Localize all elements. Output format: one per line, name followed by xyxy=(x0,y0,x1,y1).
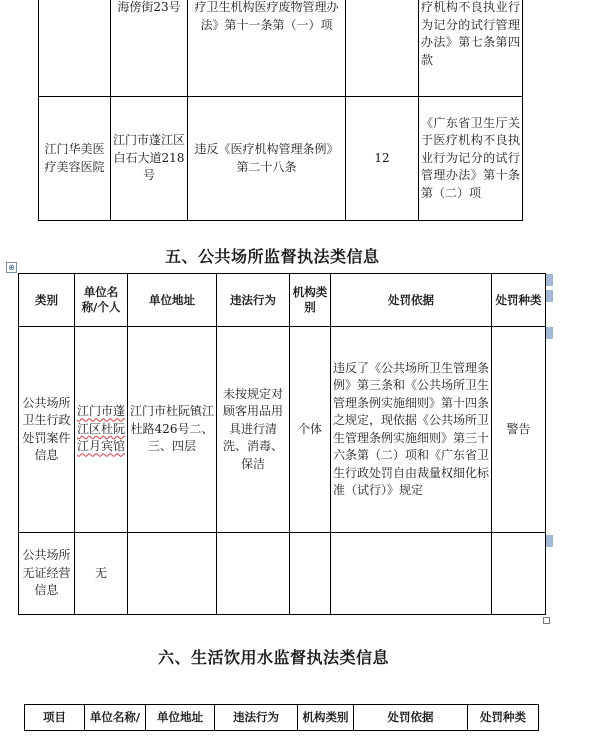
table-header-row xyxy=(19,274,546,327)
table-row xyxy=(19,327,546,533)
header-unit-address: 单位地址 xyxy=(128,274,217,327)
header-penalty-basis: 处罚依据 xyxy=(354,705,468,731)
unit-address-cell: 海傍街23号 xyxy=(111,0,188,97)
unit-name-cell: 江门市蓬江区杜阮江月宾馆 xyxy=(75,327,128,533)
penalty-type-cell xyxy=(492,533,546,615)
header-unit-address: 单位地址 xyxy=(146,705,215,731)
violation-cell: 违反《医疗机构管理条例》第二十八条 xyxy=(188,97,346,221)
section5-title: 五、公共场所监督执法类信息 xyxy=(165,247,380,266)
row-end-marker xyxy=(546,290,553,302)
header-violation: 违法行为 xyxy=(217,274,290,327)
header-penalty-type: 处罚种类 xyxy=(468,705,539,731)
penalty-basis-cell xyxy=(331,533,492,615)
header-unit-name: 单位名称/个人 xyxy=(75,274,128,327)
medical-penalty-table xyxy=(38,0,523,221)
category-cell: 公共场所无证经营信息 xyxy=(19,533,75,615)
score-cell xyxy=(346,0,419,97)
public-places-table xyxy=(18,273,546,615)
org-type-cell xyxy=(290,533,331,615)
table-row xyxy=(39,0,523,97)
header-penalty-type: 处罚种类 xyxy=(492,274,546,327)
violation-cell: 疗卫生机构医疗废物管理办法》第十一条第（一）项 xyxy=(188,0,346,97)
violation-cell: 未按规定对顾客用品用具进行清洗、消毒、保洁 xyxy=(217,327,290,533)
score-cell: 12 xyxy=(346,97,419,221)
table-row xyxy=(19,533,546,615)
penalty-basis-cell: 《广东省卫生厅关于医疗机构不良执业行为记分的试行管理办法》第十条第（二）项 xyxy=(419,97,523,221)
penalty-basis-cell: 疗机构不良执业行为记分的试行管理办法》第七条第四款 xyxy=(419,0,523,97)
table-move-handle-icon[interactable]: ⊕ xyxy=(6,262,17,273)
header-unit-name: 单位名称/ xyxy=(85,705,146,731)
table-header-row xyxy=(25,705,539,731)
row-end-marker xyxy=(546,535,553,547)
violation-cell xyxy=(217,533,290,615)
table-resize-handle[interactable] xyxy=(543,617,550,624)
unit-name-cell: 江门华美医疗美容医院 xyxy=(39,97,111,221)
unit-name-cell: 无 xyxy=(75,533,128,615)
header-violation: 违法行为 xyxy=(215,705,298,731)
header-item: 项目 xyxy=(25,705,85,731)
unit-address-cell: 江门市杜阮镇江杜路426号二、三、四层 xyxy=(128,327,217,533)
header-category: 类别 xyxy=(19,274,75,327)
table-row xyxy=(39,97,523,221)
drinking-water-table xyxy=(24,704,539,731)
section6-title: 六、生活饮用水监督执法类信息 xyxy=(158,648,390,667)
category-cell: 公共场所卫生行政处罚案件信息 xyxy=(19,327,75,533)
row-end-marker xyxy=(546,327,553,339)
header-org-type: 机构类别 xyxy=(290,274,331,327)
penalty-basis-cell: 违反了《公共场所卫生管理条例》第三条和《公共场所卫生管理条例实施细则》第十四条之规定，现依据《公共场所卫生管理条例实施细则》第三十六条第（二）项和《广东省卫生行政处罚自由裁量权细化标准（试行）》规定 xyxy=(331,327,492,533)
row-end-marker xyxy=(546,274,553,286)
org-type-cell: 个体 xyxy=(290,327,331,533)
unit-name-cell xyxy=(39,0,111,97)
header-penalty-basis: 处罚依据 xyxy=(331,274,492,327)
header-org-type: 机构类别 xyxy=(298,705,354,731)
penalty-type-cell: 警告 xyxy=(492,327,546,533)
unit-address-cell: 江门市蓬江区白石大道218号 xyxy=(111,97,188,221)
unit-address-cell xyxy=(128,533,217,615)
